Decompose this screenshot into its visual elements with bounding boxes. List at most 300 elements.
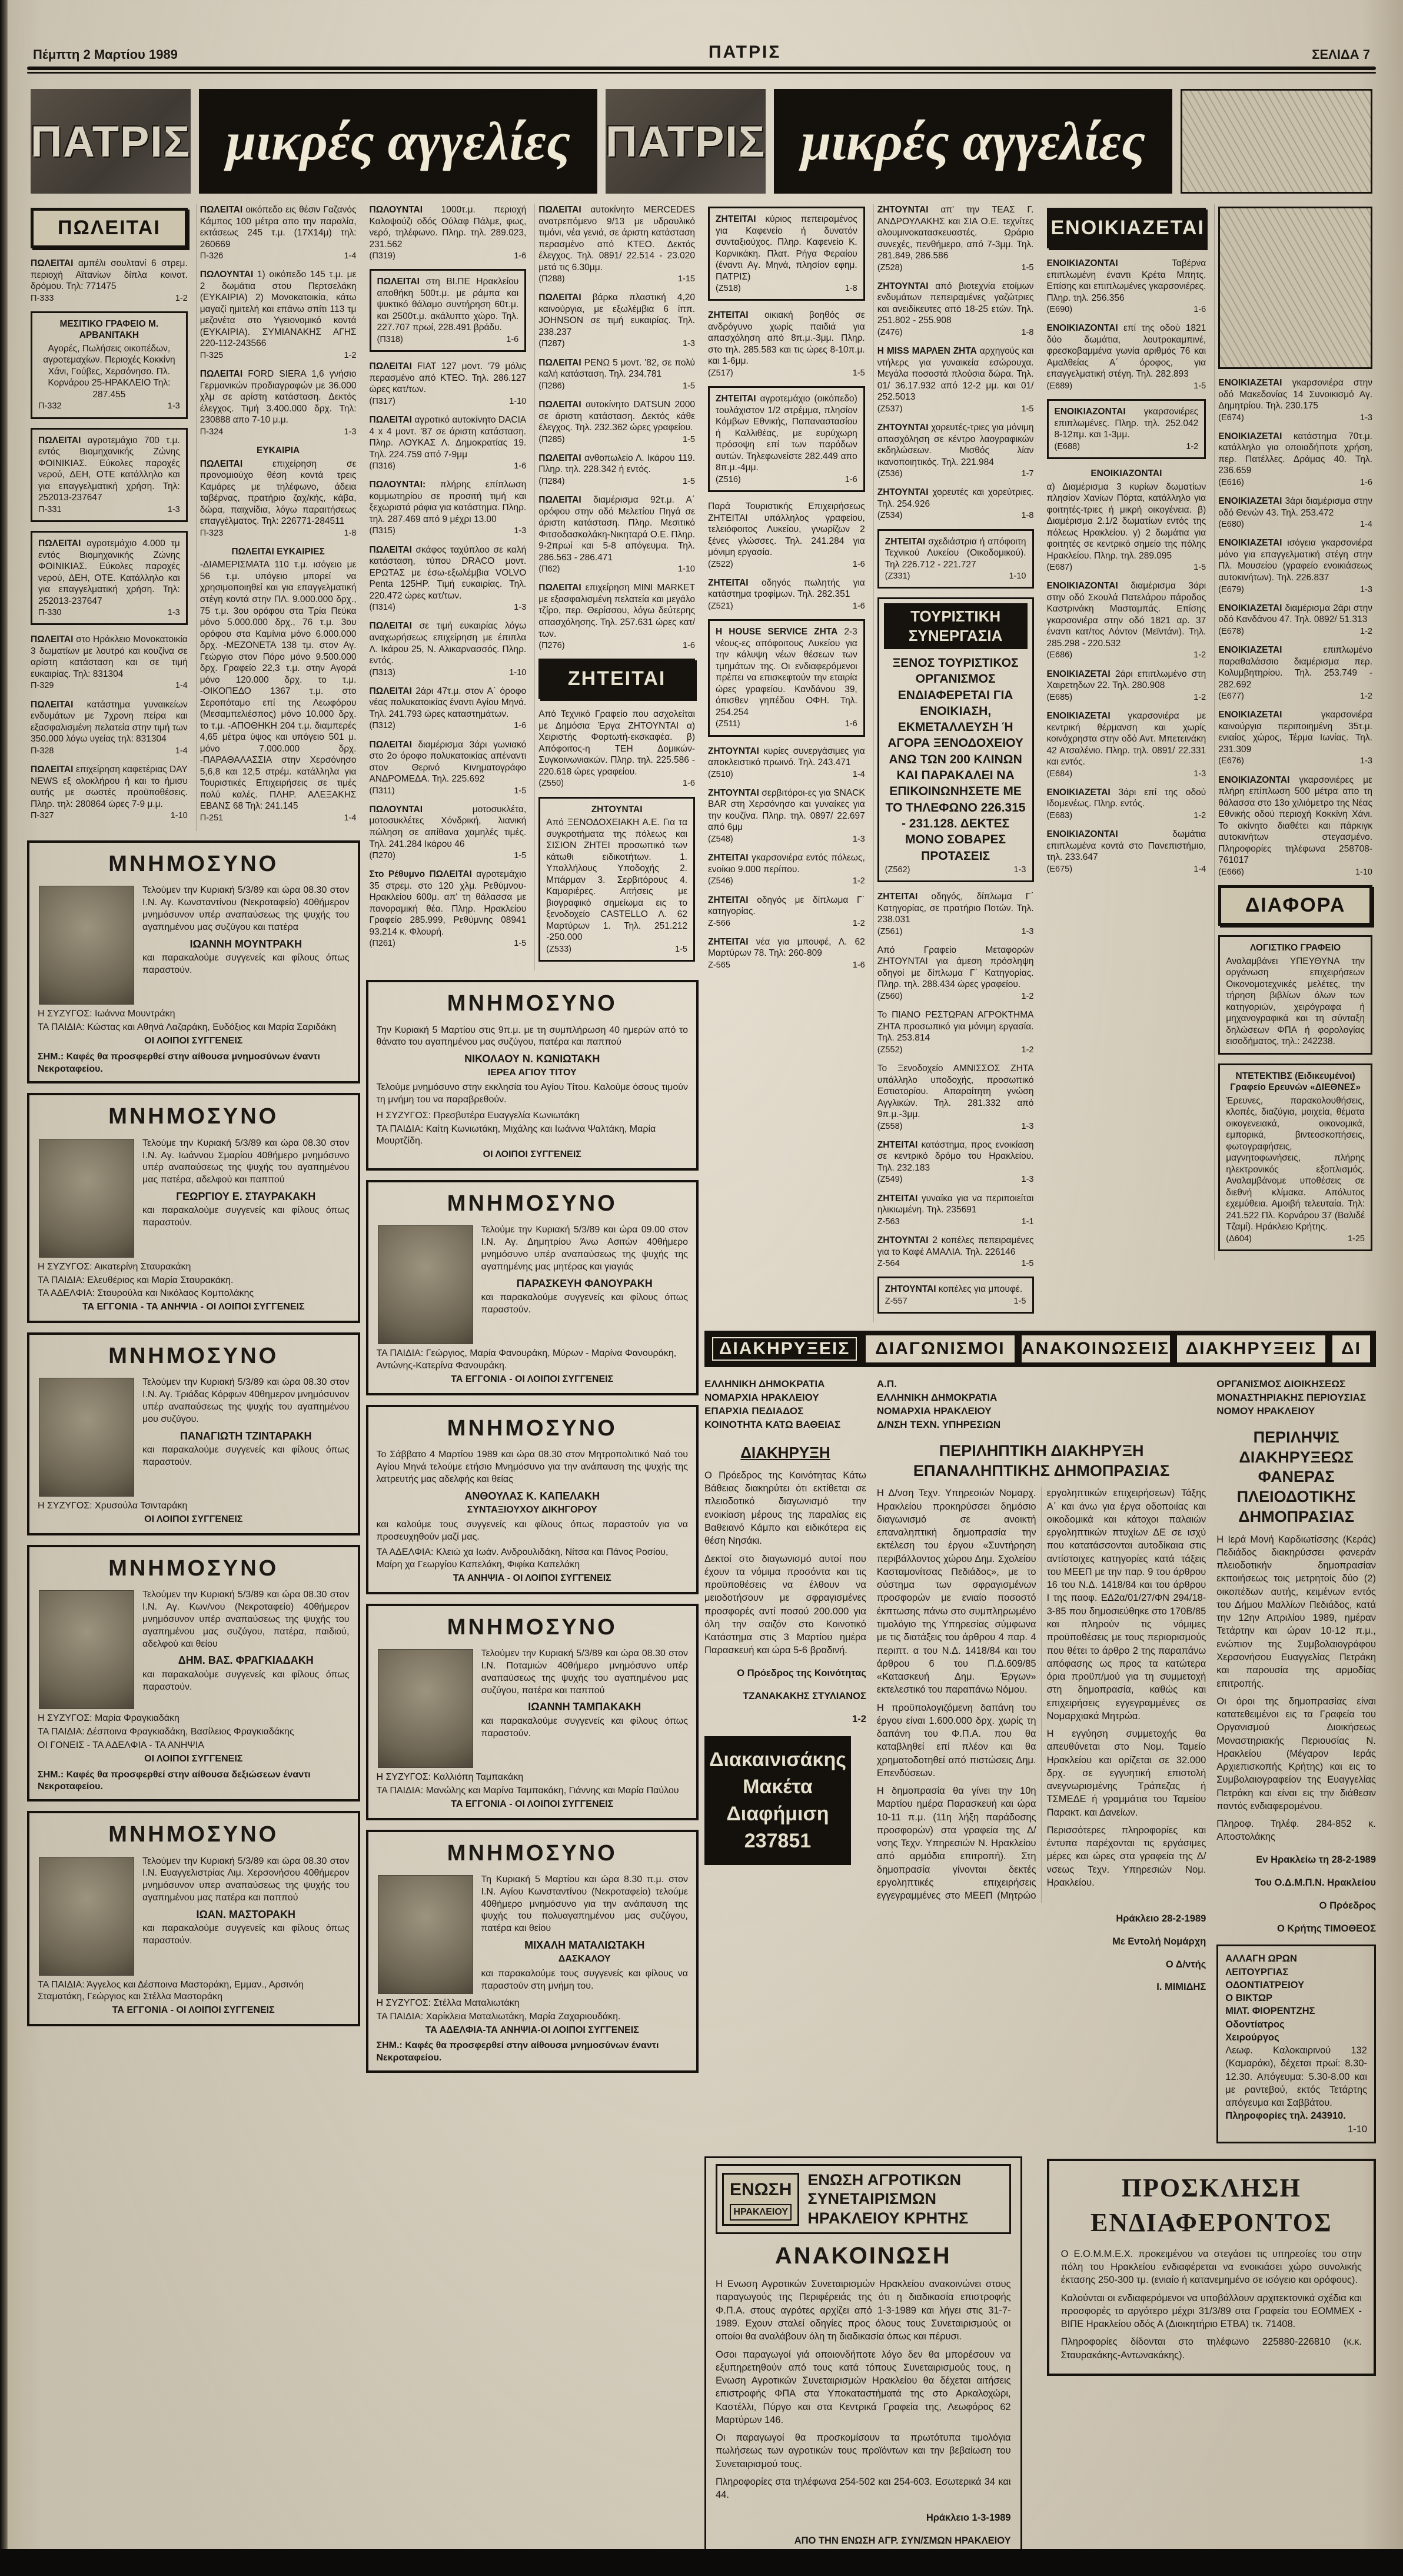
classified-ad xyxy=(31,634,188,691)
ad-text: ΕΝΟΙΚΙΑΖΕΤΑΙ ισόγεια γκαρσονιέρα μόνο για επαγγελματική στέγη στην Πλ. Μουσείου (γραφείο ενοικιάσεως αυτοκινήτων). Τηλ. 226.837 xyxy=(1218,538,1372,583)
memorial-closing: Τελούμε μνημόσυνο στην εκκλησία του Αγίου Τίτου. Καλούμε όσους τιμούν τη μνήμη του να παραβρεθούν. xyxy=(376,1082,688,1105)
paragraph: Η προϋπολογιζόμενη δαπάνη του έργου είναι 1.600.000 δρχ. χωρίς τη δαπάνη του Φ.Π.Α. που θα καταβληθεί επί πλέον και θα χρηματοδοτηθεί από πιστώσεις Δημ. Επενδύσεων. xyxy=(876,1702,1036,1779)
classified-ad xyxy=(1047,399,1206,459)
classified-ad xyxy=(1047,580,1206,660)
ad-lead: ΕΝΟΙΚΙΑΖΟΝΤΑΙ xyxy=(1046,258,1172,268)
memorial-family-line: ΤΑ ΕΓΓΟΝΙΑ - ΟΙ ΛΟΙΠΟΙ ΣΥΓΓΕΝΕΙΣ xyxy=(451,1799,614,1809)
memorial-family-line: ΤΑ ΑΔΕΛΦΙΑ-ΤΑ ΑΝΗΨΙΑ-ΟΙ ΛΟΙΠΟΙ ΣΥΓΓΕΝΕΙΣ xyxy=(425,2025,639,2035)
ad-text: ΠΩΛΕΙΤΑΙ επιχείρηση καφετέριας DAY NEWS εξ ολοκλήρου ή και το ήμισυ αυτής με σωστές προϋποθέσεις. Πληρ. τηλ: 280864 ώρες 7-9 μ.μ. xyxy=(31,765,188,809)
memorial-subtitle: ΙΕΡΕΑ ΑΓΙΟΥ ΤΙΤΟΥ xyxy=(487,1068,577,1078)
ad-lead: ΖΗΤΟΥΝΤΑΙ xyxy=(885,1284,939,1295)
paragraph: Πληροφορίες στα τηλέφωνα 254-502 και 254-603. Εσωτερικά 34 και 44. xyxy=(716,2476,1011,2501)
text-line: Α.Π. xyxy=(876,1378,897,1390)
ad-lead: ΠΩΛΕΙΤΑΙ xyxy=(538,205,591,215)
ad-run-dates: 1-7 xyxy=(1021,469,1034,479)
classified-ad xyxy=(1047,258,1206,315)
ad-text: ΠΩΛΕΙΤΑΙ αυτοκίνητο MERCEDES ανατρεπόμενο 9/13 με υδραυλικό τιμόνι, νέα γενιά, σε άριστη κατάσταση περασμένο από ΚΤΕΟ. Δεκτός έλεγχος. Τηλ. 0891/ 22.514 - 23.020 μετά τις 6.30μμ. xyxy=(538,205,695,272)
ad-text: ΠΩΛΕΙΤΑΙ αγροτεμάχιο 4.000 τμ εντός Βιομηχανικής Ζώνης ΦΟΙΝΙΚΙΑΣ. Εύκολες παροχές νερού, ΔΕΗ, ΟΤΕ. Κατάλληλο και για επαγγελματική χρήση. Τηλ: 252013-237647 xyxy=(38,539,180,606)
classified-ad xyxy=(708,310,865,378)
ad-code: (Ζ331) xyxy=(885,571,910,581)
ad-lead: ΠΩΛΕΙΤΑΙ xyxy=(369,544,416,555)
ad-lead: ΠΩΛΕΙΤΑΙ xyxy=(38,435,88,446)
memorial-family-line: ΟΙ ΛΟΙΠΟΙ ΣΥΓΓΕΝΕΙΣ xyxy=(483,1149,581,1160)
run-dates: 1-10 xyxy=(1347,2123,1367,2135)
paragraph: Οι όροι της δημοπρασίας είναι κατατεθειμένοι εις τα Γραφεία του Οργανισμού Διοικήσεως Μοναστηριακής Περιουσίας Ν. Ηρακλείου (Μέγαρον Ιεράς Αρχιεπισκοπής Κρήτης) και εις το Συμβολαιογραφείον της Ευαγγελίας Πετράκη και είναι εις την διάθεσιν παντός ενδιαφερομένου. xyxy=(1216,1696,1376,1811)
memorial-intro: Τη Κυριακή 5 Μαρτίου και ώρα 8.30 π.μ. στον Ι.Ν. Αγίου Κωνσταντίνου (Νεκροταφείο) τελούμε 40θήμερο μνημόσυνο για την ανάπαυση της ψυχής του πολυαγαπημένου μας συζύγου, πατέρα και θείου xyxy=(481,1874,688,1934)
classified-ad xyxy=(538,357,695,391)
ad-run-dates: 1-6 xyxy=(1193,305,1206,315)
ad-code: (Π270) xyxy=(369,851,395,861)
classified-ad xyxy=(1218,603,1372,637)
union-logo xyxy=(722,2173,799,2226)
ad-run-dates: 1-25 xyxy=(1347,1234,1365,1244)
ad-code: (Ζ562) xyxy=(885,865,910,875)
ad-code: Π-324 xyxy=(200,427,224,437)
agency-lines xyxy=(704,1378,866,1432)
ad-text: ΠΩΛΕΙΤΑΙ αγροτεμάχιο 700 τ.μ. εντός Βιομηχανικής Ζώνης ΦΟΙΝΙΚΙΑΣ. Εύκολες παροχές νερού, ΔΕΗ, ΟΤΕ κατάλληλο και για επαγγελματική χρήση. Τηλ: 252013-237647 xyxy=(38,435,180,503)
eommex-call xyxy=(1047,2150,1376,2570)
classified-ad xyxy=(708,895,865,929)
ad-code: (Ε687) xyxy=(1046,563,1073,573)
ad-lead: ΠΩΛΕΙΤΑΙ xyxy=(538,399,586,410)
memorial-family-line: ΤΑ ΠΑΙΔΙΑ: Χαρίκλεια Ματαλιωτάκη, Μαρία Ζαχαριουδάκη. xyxy=(376,2011,621,2022)
ad-text: ΖΗΤΟΥΝΤΑΙ σερβιτόροι-ες για SNACK BAR στη Χερσόνησο και γυναίκες για την κουζίνα. Πληρ. τηλ. 0897/ 22.697 από 6μμ xyxy=(708,787,865,833)
ad-code: (Π286) xyxy=(538,381,565,391)
ad-code: Ζ-564 xyxy=(877,1259,900,1269)
ad-heading: ΜΕΣΙΤΙΚΟ ΓΡΑΦΕΙΟ Μ. ΑΡΒΑΝΙΤΑΚΗ xyxy=(59,318,159,341)
classified-ad xyxy=(708,501,865,570)
ad-code: (Ε684) xyxy=(1046,769,1073,779)
ad-lead: ΕΝΟΙΚΙΑΖΟΝΤΑΙ xyxy=(1046,829,1173,840)
memorial-family-line: ΟΙ ΓΟΝΕΙΣ - ΤΑ ΑΔΕΛΦΙΑ - ΤΑ ΑΝΗΨΙΑ xyxy=(38,1740,204,1750)
ad-run-dates: 1-6 xyxy=(683,779,695,789)
ad-run-dates: 1-3 xyxy=(1360,756,1372,766)
ad-code: (Π316) xyxy=(369,461,395,471)
ad-code: (Ζ517) xyxy=(708,368,733,378)
classified-ad xyxy=(370,544,527,613)
ad-lead: ΠΩΛΕΙΤΑΙ xyxy=(377,277,426,287)
ad-run-dates: 1-10 xyxy=(509,667,527,677)
memorial-title: ΜΝΗΜΟΣΥΝΟ xyxy=(108,1104,279,1129)
ad-run-dates: 1-3 xyxy=(167,504,180,514)
classified-ad xyxy=(200,445,357,539)
ad-text: ΖΗΤΕΙΤΑΙ οδηγός με δίπλωμα Γ΄ κατηγορίας. xyxy=(708,895,865,917)
ad-code: Π-323 xyxy=(200,528,224,538)
classified-ad xyxy=(31,699,188,756)
memorial-title: ΜΝΗΜΟΣΥΝΟ xyxy=(447,991,617,1016)
text-line: Οδοντίατρος xyxy=(1225,2019,1285,2030)
ad-text: Από ΞΕΝΟΔΟΧΕΙΑΚΗ Α.Ε. Για τα συγκροτήματα της πόλεως και ΣΙΣΙΟΝ ΖΗΤΕΙ προσωπικό των κάτωθι ειδικοτήτων. 1. Υπαλλήλους Υποδοχής 2. Μπάρμαν 3. Σερβιτόρους 4. Καμαριέρες. Αιτήσεις με βιογραφικό σημείωμα εις το ξενοδοχείο CASTELLO Λ. 62 Μαρτύρων 1. Τηλ. 251.212 -250.000 xyxy=(546,817,687,943)
classified-ad xyxy=(708,207,865,301)
memorial-family-line: ΤΑ ΑΔΕΛΦΙΑ: Σταυρούλα και Νικόλαος Κομπολάκης xyxy=(38,1288,254,1299)
text-line: ΝΟΜΑΡΧΙΑ ΗΡΑΚΛΕΙΟΥ xyxy=(704,1392,819,1403)
memorial-family-line: ΤΑ ΠΑΙΔΙΑ: Γεώργιος, Μαρία Φανουράκη, Μύρων - Μαρίνα Φανουράκη, Αντώνης-Κατερίνα Φανουράκη. xyxy=(376,1348,677,1371)
ad-lead: ΠΩΛΕΙΤΑΙ xyxy=(369,361,417,372)
classified-ad xyxy=(200,368,357,437)
ad-run-dates: 1-1 xyxy=(1021,1216,1034,1226)
ad-run-dates: 1-5 xyxy=(514,939,527,949)
ad-text: ΠΩΛΕΙΤΑΙ διαμέρισμα 3άρι γωνιακό στο 2ο όροφο πολυκατοικίας απέναντι στον Θερινό Κινηματογράφο ΑΝΔΡΟΜΕΔΑ. Τηλ. 225.692 xyxy=(369,739,527,785)
classified-ad xyxy=(1218,537,1372,594)
classified-column-4 xyxy=(534,204,699,970)
ad-text: ΠΩΛΕΙΤΑΙ οικόπεδο εις θέσιν Γαζανός Κάμπος 100 μέτρα απο την παραλία, εκτάσεως 245 τ.μ. (17Χ14μ) τηλ: 260669 xyxy=(200,205,357,250)
ad-lead: ΠΩΛΟΥΝΤΑΙ xyxy=(369,205,441,215)
ad-text: ΕΝΟΙΚΙΑΖΕΤΑΙ 2άρι επιπλωμένο στη Χαιρετηδων 22. Τηλ. 280.908 xyxy=(1046,669,1206,691)
classified-ad xyxy=(370,361,527,407)
ad-run-dates: 1-3 xyxy=(514,603,527,613)
ad-run-dates: 1-5 xyxy=(1013,1296,1026,1306)
notice-band-tab: ΑΝΑΚΟΙΝΩΣΕΙΣ xyxy=(1022,1335,1170,1362)
classified-column-5 xyxy=(704,204,869,1322)
memorial-intro: Τελούμεν την Κυριακή 5/3/89 και ώρα 08.30 στον Ι.Ν. Αγ. Κων/νου (Νεκροταφείο) 40θήμερον μνημόσυνον υπέρ αναπαύσεως της ψυχής του αγαπημένου μας συζύγου, πατέρα, παιδιού, αδελφού και θείου xyxy=(142,1590,350,1649)
ad-lead: ΖΗΤΕΙΤΑΙ xyxy=(716,394,760,404)
ad-heading: ΤΟΥΡΙΣΤΙΚΗ ΣΥΝΕΡΓΑΣΙΑ xyxy=(884,603,1028,649)
memorial-name: ΜΙΧΑΛΗ ΜΑΤΑΛΙΩΤΑΚΗ xyxy=(524,1939,645,1951)
memorial-intro: Την Κυριακή 5 Μαρτίου στις 9π.μ. με τη συμπλήρωση 40 ημερών από το θάνατο του αγαπημένου μας συζύγου, πατέρα και παππού xyxy=(376,1025,688,1048)
ad-code: (Π314) xyxy=(369,603,395,613)
memorial-notice xyxy=(27,840,360,1083)
union-name: ΕΝΩΣΗ ΑΓΡΟΤΙΚΩΝ ΣΥΝΕΤΑΙΡΙΣΜΩΝ ΗΡΑΚΛΕΙΟΥ ΚΡΗΤΗΣ xyxy=(807,2171,969,2227)
ad-run-dates: 1-2 xyxy=(1021,991,1034,1001)
ad-text: ΠΩΛΕΙΤΑΙ σκάφος ταχύπλοο σε καλή κατάσταση, τύπου DRACO μοντ. ΕΡΩΤΑΣ με έσω-εξωλέμβια VOLVO Penta 125HP. Τιμή ευκαιρίας. Τηλ. 220.472 ώρες κατ/των. xyxy=(369,544,527,601)
paragraph: Η εγγύηση συμμετοχής θα απευθύνεται στο Νομ. Ταμείο Ηρακλείου και ορίζεται σε 32.000 δρχ. σε εγγυητική επιστολή ανεγνωρισμένης Τράπεζας ή ΤΣΜΕΔΕ ή γραμμάτια του Ταμείου Παρακτ. και Δανείων. xyxy=(1046,1729,1206,1818)
memorial-name: ΝΙΚΟΛΑΟΥ Ν. ΚΩΝΙΩΤΑΚΗ xyxy=(464,1053,600,1065)
text-line: Χειρούργος xyxy=(1225,2032,1279,2043)
classified-ad xyxy=(370,414,527,471)
ad-run-dates: 1-6 xyxy=(852,960,865,970)
ad-code: (Ζ536) xyxy=(877,469,903,479)
text-line: Ο Πρόεδρος της Κοινότητας xyxy=(737,1668,866,1679)
text-line: Ο Πρόεδρος xyxy=(1319,1900,1376,1911)
ad-code: (Ε675) xyxy=(1046,864,1073,874)
classified-ad xyxy=(1218,775,1372,877)
classified-ad xyxy=(1218,644,1372,702)
memorial-intro: Τελούμεν την Κυριακή 5/3/89 και ώρα 08.30 στον Ι.Ν. Αγ. Κωνσταντίνου (Νεκροταφείο) 40θήμερον μνημόσυνον υπέρ αναπαύσεως της ψυχής του αγαπημένου μας συζύγου και πατέρα xyxy=(142,885,350,932)
ad-lead: ΖΗΤΟΥΝΤΑΙ xyxy=(877,281,936,291)
paragraph: Περισσότερες πληροφορίες και έντυπα παρέχονται τις εργάσιμες μέρες και ώρες στα γραφεία της Δ/νσεως Τεχν. Υπηρεσιών Νομ. Ηρακλείου. xyxy=(1046,1824,1206,1889)
ad-heading: ΕΥΚΑΙΡΙΑ xyxy=(257,446,300,456)
ad-lead: ΕΝΟΙΚΙΑΖΕΤΑΙ xyxy=(1046,669,1115,679)
memorial-subtitle: ΣΥΝΤΑΞΙΟΥΧΟΥ ΔΙΚΗΓΟΡΟΥ xyxy=(467,1505,597,1515)
patris-logo-block: ΠΑΤΡΙΣ xyxy=(606,89,766,194)
classified-ad xyxy=(370,269,527,352)
supercolumn-2 xyxy=(366,204,699,2570)
ad-run-dates: 1-3 xyxy=(344,427,357,437)
text-line: ΛΕΙΤΟΥΡΓΙΑΣ xyxy=(1225,1966,1289,1977)
ad-run-dates: 1-2 xyxy=(175,293,188,303)
ad-code: (Ε674) xyxy=(1218,413,1244,423)
memorial-family-line: ΟΙ ΛΟΙΠΟΙ ΣΥΓΓΕΝΕΙΣ xyxy=(144,1753,243,1764)
ad-text: ΕΝΟΙΚΙΑΖΕΤΑΙ 3άρι διαμέρισμα στην οδό Θενών 43. Τηλ. 253.472 xyxy=(1218,496,1372,518)
ad-text: ΕΝΟΙΚΙΑΖΟΝΤΑΙ γκαρσονιέρες επιπλωμένες. Πληρ. τηλ. 252.042 8-12πμ. και 1-3μμ. xyxy=(1054,407,1199,440)
ad-code: (Ζ558) xyxy=(877,1121,903,1131)
memorial-photo xyxy=(39,1139,134,1258)
ad-run-dates: 1-10 xyxy=(170,811,188,821)
ad-code: (Π311) xyxy=(369,786,395,796)
ad-lead: ΖΗΤΕΙΤΑΙ xyxy=(708,577,762,588)
classified-ad xyxy=(1047,669,1206,703)
notice-signature xyxy=(877,1912,1206,1994)
ad-text: Η MISS ΜΑΡΛΕΝ ΖΗΤΑ αρχηγούς και ντήλερς για γυναικεία εσώρουχα. Μεγάλα ποσοστά πλούσια δώρα. Τηλ. 01/ 36.17.932 από 12-2 μμ. και 01/ 252.5013 xyxy=(877,346,1034,403)
ad-lead: ΕΝΟΙΚΙΑΖΟΝΤΑΙ xyxy=(1054,407,1144,417)
classified-ad xyxy=(1218,1063,1372,1251)
ad-run-dates: 1-3 xyxy=(1021,1175,1034,1185)
ad-text: ΖΗΤΕΙΤΑΙ νέα για μπουφέ, Λ. 62 Μαρτύρων 78. Τηλ: 260-809 xyxy=(708,936,865,959)
ad-lead: ΖΗΤΕΙΤΑΙ xyxy=(708,853,752,863)
ad-lead: ΖΗΤΕΙΤΑΙ xyxy=(708,895,757,905)
classified-ad xyxy=(370,804,527,861)
classified-ad xyxy=(877,422,1034,479)
ad-code: Π-325 xyxy=(200,350,224,360)
ad-text: ΠΩΛΟΥΝΤΑΙ 1) οικόπεδο 145 τ.μ. με 2 δωμάτια στου Περτσελάκη (ΕΥΚΑΙΡΙΑ) 2) Μονοκατοικία, κάτω μαγαζί ημιτελή και επάνω σπίτι 113 τμ μεζονέτα στο Υγειονομικό κοντά (ΕΥΚΑΙΡΙΑ). ΣΥΜΙΑΝΑΚΗΣ ΑΓΗΣ 220-112-243566 xyxy=(200,270,357,349)
ad-code: (Π313) xyxy=(369,667,395,677)
classified-ad xyxy=(538,582,695,651)
ad-run-dates: 1-2 xyxy=(1021,1045,1034,1055)
ad-lead: ΖΗΤΕΙΤΑΙ xyxy=(885,536,929,547)
notice-title: ΠΕΡΙΛΗΠΤΙΚΗ ΔΙΑΚΗΡΥΞΗ ΕΠΑΝΑΛΗΠΤΙΚΗΣ ΔΗΜΟΠΡΑΣΙΑΣ xyxy=(913,1441,1170,1480)
ad-code: (Ζ533) xyxy=(546,944,571,954)
ad-lead: ΠΩΛΕΙΤΑΙ xyxy=(31,258,78,268)
ad-run-dates: 1-2 xyxy=(1186,441,1199,451)
paragraph: Ο Ε.Ο.Μ.Μ.Ε.Χ. προκειμένου να στεγάσει τις υπηρεσίες του στην πόλη του Ηρακλείου ενδιαφέρεται να ενοικιάσει χώρο συνολικής έκτασης 250-300 τμ. (ενιαίο ή κατανεμημένο σε ισόγειο και ορόφους). xyxy=(1060,2248,1362,2286)
ad-text: Από Τεχνικό Γραφείο που ασχολείται με Δημόσια Έργα ΖΗΤΟΥΝΤΑΙ α) Χειριστής Φορτωτή-εκσκαφέα. β) Απόφοιτος-η ΤΕΗ Δομικών-Συγκοινωνιακών. Πληρ. τηλ. 225.586 - 220.618 ώρες γραφείου. xyxy=(538,709,695,777)
classified-ad xyxy=(1047,710,1206,779)
ad-lead: ΠΩΛΕΙΤΑΙ xyxy=(538,357,584,368)
ad-lead: ΠΩΛΕΙΤΑΙ xyxy=(538,292,593,303)
classified-column-6 xyxy=(873,204,1038,1322)
section-header-ενοικιαζεται: ΕΝΟΙΚΙΑΖΕΤΑΙ xyxy=(1047,208,1206,248)
memorial-subtitle: ΔΑΣΚΑΛΟΥ xyxy=(558,1954,611,1965)
ad-code: (Ε690) xyxy=(1046,305,1073,315)
dentist-phone: Πληροφορίες τηλ. 243910. xyxy=(1225,2110,1346,2122)
notice-body xyxy=(704,1469,866,1657)
classified-ad xyxy=(370,686,527,732)
ad-lead: ΠΩΛΟΥΝΤΑΙ xyxy=(200,270,257,280)
announcement-body xyxy=(716,2278,1011,2501)
ad-code: (Ε685) xyxy=(1046,692,1073,702)
ad-run-dates: 1-3 xyxy=(167,401,180,411)
ad-text: ΠΩΛΕΙΤΑΙ αγροτικό αυτοκίνητο DACIA 4 x 4 μοντ. '87 σε άριστη κατάσταση. Πληρ. ΛΟΥΚΑΣ Λ. Δημοκρατίας 19. Τηλ. 224.759 από 7-9μμ xyxy=(369,414,527,460)
ad-lead: ΖΗΤΟΥΝΤΑΙ xyxy=(708,746,764,756)
ad-run-dates: 1-5 xyxy=(683,476,695,486)
classified-ad xyxy=(200,269,357,361)
page-columns xyxy=(27,204,1376,2570)
memorial-title: ΜΝΗΜΟΣΥΝΟ xyxy=(447,1191,617,1216)
ad-run-dates: 1-3 xyxy=(1360,413,1372,423)
ad-lead: ΠΩΛΕΙΤΑΙ xyxy=(369,686,416,696)
ad-text: ΕΝΟΙΚΙΑΖΕΤΑΙ διαμέρισμα 2άρι στην οδό Κανδάνου 47. Τηλ. 0892/ 51.313 xyxy=(1218,603,1372,625)
text-line: Ο Κρήτης ΤΙΜΟΘΕΟΣ xyxy=(1276,1923,1376,1934)
classified-ad xyxy=(31,311,188,419)
memorial-photo xyxy=(378,1225,473,1344)
text-line: ΑΛΛΑΓΗ ΩΡΩΝ xyxy=(1225,1953,1297,1965)
official-notices-band xyxy=(704,1322,1376,2570)
memorial-note: ΣΗΜ.: Καφές θα προσφερθεί στην αίθουσα δεξιώσεων έναντι Νεκροταφείου. xyxy=(38,1769,311,1792)
ad-run-dates: 1-2 xyxy=(1193,810,1206,820)
ad-code: Ζ-557 xyxy=(885,1296,907,1306)
announcement-title: ΑΝΑΚΟΙΝΩΣΗ xyxy=(774,2243,952,2269)
ad-text: ΠΩΛΕΙΤΑΙ σε τιμή ευκαιρίας λόγω αναχωρήσεως επιχείρηση με έπιπλα Λ. Ικάρου 25, Ν. Αλικαρνασσός. Πληρ. εντός. xyxy=(369,621,527,666)
ad-lead: ΠΩΛΕΙΤΑΙ xyxy=(369,414,415,425)
ad-lead: ΠΩΛΟΥΝΤΑΙ xyxy=(369,804,473,815)
text-line: ΜΙΛΤ. ΦΙΟΡΕΝΤΖΗΣ xyxy=(1225,2006,1315,2017)
classifieds-banner xyxy=(31,89,1372,194)
ad-text: ΖΗΤΕΙΤΑΙ αγροτεμάχιο (οικόπεδο) τουλάχιστον 1/2 στρέμμα, πλησίον Κόμβων Εθνικής, Παπαναστασίου ή Καλλιθέας, με ευρύχωρη πρόσοψη επί των παρόδων αυτών. Τηλεφωνείστε 282.449 απο 8π.μ.-4μμ. xyxy=(716,394,857,473)
classified-ad xyxy=(877,204,1034,273)
memorial-name: ΠΑΝΑΓΙΩΤΗ ΤΖΙΝΤΑΡΑΚΗ xyxy=(179,1430,312,1442)
ad-code: (Π287) xyxy=(538,339,565,349)
ad-code: (Ζ518) xyxy=(716,284,741,294)
ad-run-dates: 1-5 xyxy=(1021,404,1034,414)
classified-ad xyxy=(877,1063,1034,1132)
ad-code: Π-329 xyxy=(31,681,54,691)
ad-text: ΕΝΟΙΚΙΑΖΟΝΤΑΙ γκαρσονιέρες με πλήρη επίπλωση 500 μέτρα απο τη θάλασσα στο 13ο χιλιόμετρο της Νέας Εθνικής οδού περιοχή Κοκκίνη Χάνι. Το ακίνητο διαθέτει και πάρκιγκ αυτοκινήτων στεγασμένο. Πληροφορίες τηλέφωνα 258708-761017 xyxy=(1218,775,1372,866)
ad-run-dates: 1-5 xyxy=(683,381,695,391)
ad-run-dates: 1-3 xyxy=(514,526,527,536)
ad-code: Π-251 xyxy=(200,813,224,823)
ad-run-dates: 1-5 xyxy=(1193,563,1206,573)
ad-text: ΠΩΛΕΙΤΑΙ επιχείρηση MINI MARKET με εξασφαλισμένη πελατεία και μεγάλο τζίρο, περ. Θερίσσου, λόγω δεύτερης απασχόλησης. Τηλ. 257.631 ώρες κατ/των. xyxy=(538,583,695,639)
classified-ad xyxy=(877,345,1034,414)
memorial-family-line: ΤΑ ΠΑΙΔΙΑ: Δέσποινα Φραγκιαδάκη, Βασίλειος Φραγκιαδάκης xyxy=(38,1727,294,1737)
memorial-family-line: ΤΑ ΕΓΓΟΝΙΑ - ΤΑ ΑΝΗΨΙΑ - ΟΙ ΛΟΙΠΟΙ ΣΥΓΓΕΝΕΙΣ xyxy=(82,1302,305,1312)
classified-ad xyxy=(538,204,695,284)
ad-run-dates: 1-5 xyxy=(514,786,527,796)
memorial-notice xyxy=(27,1093,360,1323)
classified-ad xyxy=(370,204,527,261)
ad-code: Π-333 xyxy=(31,293,54,303)
ad-code: Π-326 xyxy=(200,251,224,261)
memorial-title: ΜΝΗΜΟΣΥΝΟ xyxy=(108,852,279,877)
ad-lead: ΖΗΤΕΙΤΑΙ xyxy=(877,1139,922,1150)
memorial-closing: και παρακαλούμε συγγενείς και φίλους όπως παραστούν. xyxy=(481,1716,688,1739)
memorial-family-line: ΤΑ ΠΑΙΔΙΑ: Μανώλης και Μαρίνα Ταμπακάκη, Γιάννης και Μαρία Παύλου xyxy=(376,1785,679,1796)
text-line: ΑΠΟ ΤΗΝ ΕΝΩΣΗ ΑΓΡ. ΣΥΝ/ΣΜΩΝ ΗΡΑΚΛΕΙΟΥ xyxy=(794,2535,1011,2546)
memorial-family-line: Η ΣΥΖΥΓΟΣ: Μαρία Φραγκιαδάκη xyxy=(38,1713,179,1724)
ad-run-dates: 1-6 xyxy=(852,601,865,611)
dentist-hours-box xyxy=(1216,1945,1376,2143)
ad-text: ΠΩΛΟΥΝΤΑΙ 1000τ.μ. περιοχή Καλοψούζι οδός Ούλαφ Πάλμε, φως, νερό, τηλέφωνο. Πληρ. τηλ. 289.023, 231.562 xyxy=(369,205,527,250)
memorial-notice xyxy=(27,1811,360,2026)
classified-ad xyxy=(538,453,695,487)
ad-text: -ΔΙΑΜΕΡΙΣΜΑΤΑ 110 τ.μ. ισόγειο με 56 τ.μ. υπόγειο μπορεί να χρησιμοποιηθεί και για επαγγελματική στέγη κοντά στην ΠΛ. 9.000.000 δρχ., 75 τ.μ. 3ου ορόφου στα Τρία Πεύκα μόνο 5.000.000 δρχ., 76 τ.μ. 3ου ορόφου στα Καμίνια μόνο 6.000.000 δρχ. -ΜΕΖΟΝΕΤΑ 138 τμ. στον Αγ. Γεώργιο στον Πόρο μόνο 9.500.000 δρχ. Γραφείο 22,3 τ.μ. στην Αγορά μόνο 120.000 δρχ. το τ.μ. -ΟΙΚΟΠΕΔΟ 1367 τ.μ. στο Σεροπόταμο επί της Λεωφόρου (Μεσαμπελιέσπος) μόνο 10.000 δρχ. το τ.μ. -ΑΠΟΘΗΚΗ 204 τ.μ. διαμπερές 4,65 μέτρα ύψος και υπόγειο 501 μ. μόνο 7.000.000 δρχ. -ΠΑΡΑΘΑΛΑΣΣΙΑ στην Χερσόνησο 5,6,8 και 12,5 στρέμ. κατάλληλα για Τουριστικές Επιχειρήσεις σε τιμές πολύ καλές. ΠΛΗΡ. ΑΛΕΞΑΚΗΣ ΕΒΑΝΣ 68 Τηλ: 241.145 xyxy=(200,560,357,812)
classified-ad xyxy=(1218,496,1372,530)
ad-heading: ΕΝΟΙΚΙΑΖΟΝΤΑΙ xyxy=(1091,468,1162,478)
ad-text: ΠΩΛΕΙΤΑΙ κατάστημα γυναικείων ενδυμάτων με 7χρονη πείρα και εξασφαλισμένη πελατεία στην τιμή των 350.000 λόγω υγείας τηλ: 831304 xyxy=(31,699,188,744)
ad-text: ΠΩΛΟΥΝΤΑΙ: πλήρης επίπλωση κομμωτηρίου σε προσιτή τιμή και ξεχωριστά ράφια για κατάστημα. Πληρ. τηλ. 287.469 από 9 μέχρι 13.00 xyxy=(369,480,527,524)
ad-run-dates: 1-2 xyxy=(1360,692,1372,702)
ad-lead: ΠΩΛΕΙΤΑΙ xyxy=(369,621,420,631)
ad-lead: ΕΝΟΙΚΙΑΖΕΤΑΙ xyxy=(1218,538,1288,549)
memorials-middle xyxy=(366,980,699,2073)
ad-run-dates: 1-6 xyxy=(845,474,857,484)
ad-run-dates: 1-6 xyxy=(514,461,527,471)
ad-lead: ΕΝΟΙΚΙΑΖΕΤΑΙ xyxy=(1218,496,1285,507)
ad-run-dates: 1-2 xyxy=(1360,626,1372,636)
ad-text: ΖΗΤΕΙΤΑΙ οδηγός, δίπλωμα Γ΄ Κατηγορίας, σε πρατήριο Ποτών. Τηλ. 238.031 xyxy=(877,892,1034,925)
ad-heading: ΛΟΓΙΣΤΙΚΟ ΓΡΑΦΕΙΟ xyxy=(1250,943,1341,953)
ad-run-dates: 1-3 xyxy=(167,608,180,618)
ad-lead: ΠΩΛΕΙΤΑΙ xyxy=(538,453,584,463)
ad-run-dates: 1-6 xyxy=(514,251,527,261)
classified-ad xyxy=(708,577,865,611)
memorials-left xyxy=(27,840,360,2026)
ad-text: ΕΝΟΙΚΙΑΖΕΤΑΙ γκαρσονιέρα καινούργια περιποιημένη 35τ.μ. ενιαίος χώρος, Τέρμα Ιωνίας. Τηλ. 231.309 xyxy=(1218,710,1372,754)
memorial-note: ΣΗΜ.: Καφές θα προσφερθεί στην αίθουσα μνημοσύνων έναντι Νεκροταφείου. xyxy=(376,2040,659,2063)
ad-lead: ΠΩΛΕΙΤΑΙ xyxy=(538,495,594,506)
ad-text: Το ΠΙΑΝΟ ΡΕΣΤΩΡΑΝ ΑΓΡΟΚΤΗΜΑ ΖΗΤΑ προσωπικό για μόνιμη εργασία. Τηλ. 253.814 xyxy=(877,1010,1034,1043)
memorial-family-line: ΟΙ ΛΟΙΠΟΙ ΣΥΓΓΕΝΕΙΣ xyxy=(144,1036,243,1046)
ad-code: (Ζ561) xyxy=(877,926,903,936)
agency-lines xyxy=(877,1378,1206,1432)
ad-lead: ΕΝΟΙΚΙΑΖΕΤΑΙ xyxy=(1046,711,1128,722)
ad-text: Από Γραφείο Μεταφορών ΖΗΤΟΥΝΤΑΙ για άμεση πρόσληψη οδηγοί με δίπλωμα Γ΄ Κατηγορίας. Πληρ. τηλ. 288.434 ώρες γραφείου. xyxy=(877,945,1034,990)
memorial-name: ΙΩΑΝΝΗ ΤΑΜΠΑΚΑΚΗ xyxy=(528,1701,641,1713)
classified-ad xyxy=(708,852,865,886)
notice-band-tab: ΔΙ xyxy=(1332,1335,1370,1362)
ad-lead: Η MISS ΜΑΡΛΕΝ ΖΗΤΑ xyxy=(877,346,980,357)
classified-column-3 xyxy=(366,204,530,970)
ad-run-dates: 1-6 xyxy=(852,559,865,569)
ad-text: Η HOUSE SERVICE ΖΗΤΑ 2-3 νέους-ες απόφοιτους Λυκείου για την κάλυψη νέων θέσεων των τμημάτων της. Οι ενδιαφερόμενοι πρέπει να επισκεφτούν την εταιρία ώρες γραφείου. Κανδάνου 39, όπισθεν γηπέδου ΟΦΗ. Τηλ. 254.254 xyxy=(716,627,857,717)
ad-text: ΖΗΤΟΥΝΤΑΙ 2 κοπέλες πεπειραμένες για το Καφέ ΑΜΑΛΙΑ. Τηλ. 226146 xyxy=(877,1235,1034,1257)
text-line: Ηράκλειο 28-2-1989 xyxy=(1116,1913,1206,1924)
ad-text: ΖΗΤΕΙΤΑΙ κύριος πεπειραμένος για Καφενείο ή δυνατόν συνταξιούχος. Πληρ. Καφενείο Κ. Καρνικάκη. Πλατ. Ρήγα Φεραίου (έναντι Αγ. Μηνά, πλησίον εφημ. ΠΑΤΡΙΣ) xyxy=(716,214,857,282)
ad-lead: ΖΗΤΟΥΝΤΑΙ xyxy=(877,423,932,433)
ad-run-dates: 1-5 xyxy=(852,368,865,378)
ad-code: (Π276) xyxy=(538,641,565,651)
classified-ad xyxy=(1047,787,1206,821)
classified-ad xyxy=(370,869,527,949)
classified-ad xyxy=(877,1139,1034,1185)
notices-header-row xyxy=(704,1331,1376,1367)
ad-run-dates: 1-3 xyxy=(1021,926,1034,936)
ad-code: (Π317) xyxy=(369,396,395,406)
ad-run-dates: 1-3 xyxy=(1021,1121,1034,1131)
classified-ad xyxy=(200,546,357,823)
classified-ad xyxy=(31,764,188,821)
ad-code: Π-331 xyxy=(38,504,62,514)
classified-ad xyxy=(31,258,188,304)
classified-ad xyxy=(877,597,1034,882)
ad-text: ΖΗΤΕΙΤΑΙ οδηγός πωλητής για κατάστημα τροφίμων. Τηλ. 282.351 xyxy=(708,577,865,600)
masthead-rule-thin xyxy=(27,72,1376,74)
ad-code: (Ε686) xyxy=(1046,650,1073,660)
ad-lead: ΕΝΟΙΚΙΑΖΟΝΤΑΙ xyxy=(1046,581,1131,591)
paragraph: Οι παραγωγοί θα προσκομίσουν τα πρωτότυπα τιμολόγια πωλήσεως των αγροτικών τους προϊόντων και την βεβαίωση του Συνεταιρισμού τους. xyxy=(716,2432,1011,2469)
ad-code: (Π288) xyxy=(538,274,565,284)
ad-code: (Ζ546) xyxy=(708,876,733,886)
notice-band-tab: ΔΙΑΚΗΡΥΞΕΙΣ xyxy=(710,1335,859,1362)
memorial-family-line: ΤΑ ΑΔΕΛΦΙΑ: Κλειώ χα Ιωάν. Ανδρουλιδάκη, Νίτσα και Πάνος Ροσίου, Μαίρη χα Γεωργίου Καπελάκη, Φιφίκα Καπελάκη xyxy=(376,1547,669,1570)
ad-code: (Ε616) xyxy=(1218,477,1244,487)
notice-nomarchia xyxy=(877,1378,1206,2150)
memorial-name: ΙΩΑΝΝΗ ΜΟΥΝΤΡΑΚΗ xyxy=(189,938,302,950)
memorial-intro: Τελούμεν την Κυριακή 5/3/89 και ώρα 08.30 στον Ι.Ν. Αγ. Τριάδας Κόρφων 40θημερον μνημόσυνον υπέρ αναπαύσεως της ψυχής του αγαπημένου μου συζύγου. xyxy=(142,1377,350,1424)
memorial-family-line: ΟΙ ΛΟΙΠΟΙ ΣΥΓΓΕΝΕΙΣ xyxy=(144,1514,243,1525)
memorial-name: ΙΩΑΝ. ΜΑΣΤΟΡΑΚΗ xyxy=(196,1908,296,1920)
ad-run-dates: 1-10 xyxy=(1009,571,1026,581)
classified-ad xyxy=(877,529,1034,589)
memorial-family-line: ΤΑ ΑΝΗΨΙΑ - ΟΙ ΛΟΙΠΟΙ ΣΥΓΓΕΝΕΙΣ xyxy=(453,1573,611,1583)
memorial-closing: και παρακαλούμε συγγενείς και φίλους όπως παραστούν. xyxy=(481,1292,688,1315)
classified-ad xyxy=(538,797,695,962)
ad-code: (Ζ528) xyxy=(877,262,903,272)
ad-text: ΕΝΟΙΚΙΑΖΕΤΑΙ 3άρι επί της οδού Ιδομενέως. Πληρ. εντός. xyxy=(1046,787,1206,809)
memorial-title: ΜΝΗΜΟΣΥΝΟ xyxy=(108,1822,279,1847)
ad-code: Π-330 xyxy=(38,608,62,618)
notice-monastiriaki xyxy=(1216,1378,1376,2150)
